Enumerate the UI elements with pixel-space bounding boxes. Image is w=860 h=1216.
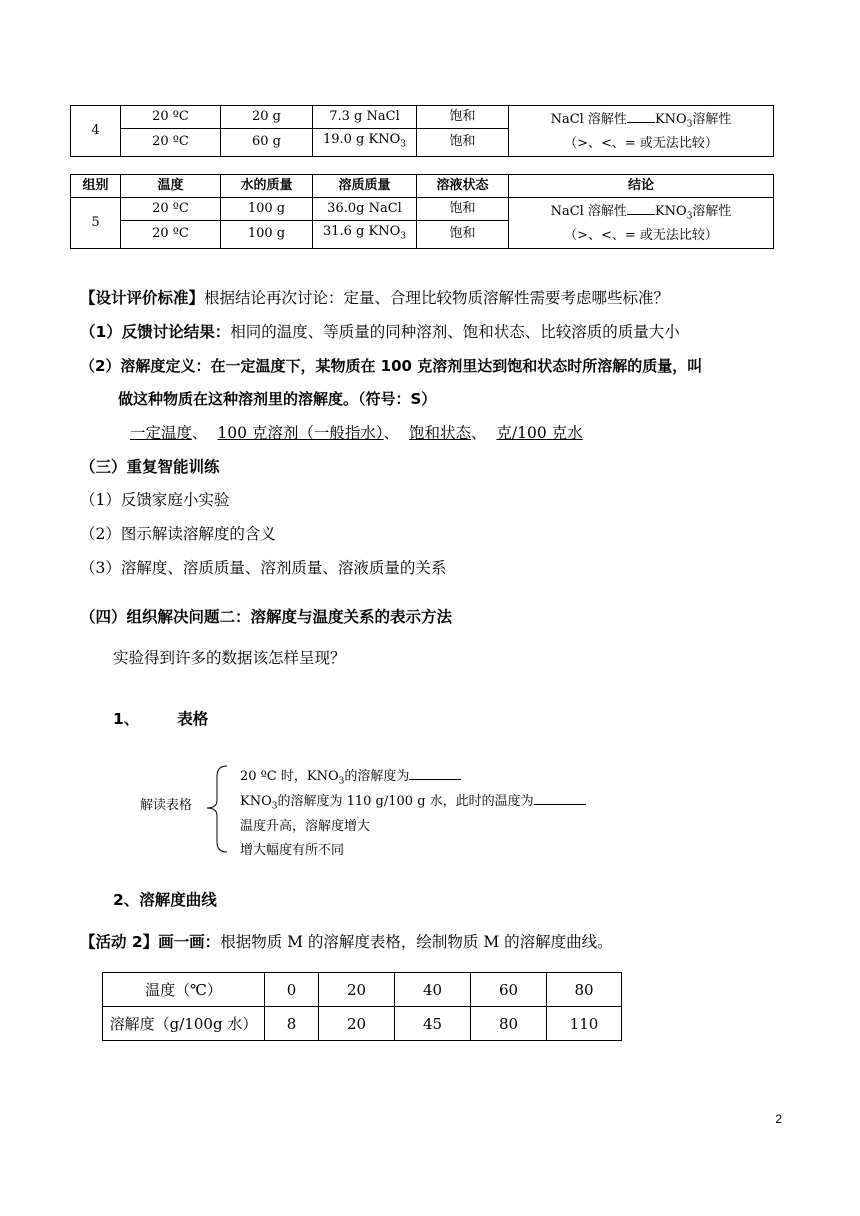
conclusion-cell: NaCl 溶解性 $KNO_3$溶解性 （>、<、= 或无法比较） — [509, 198, 774, 249]
section-3-item: （1）反馈家庭小实验 — [80, 491, 230, 509]
activity-2: 【活动 2】画一画：根据物质 M 的溶解度表格，绘制物质 M 的溶解度曲线。 — [80, 933, 613, 951]
header-solute: 溶质质量 — [313, 175, 417, 198]
brace-icon — [203, 764, 233, 854]
brace-line-1: 20 ºC 时，$KNO_3$的溶解度为 — [240, 765, 461, 787]
section-3-item: （3）溶解度、溶质质量、溶剂质量、溶液质量的关系 — [80, 559, 447, 577]
temp-cell: 20 ºC — [121, 129, 221, 157]
solute-cell: 36.0g NaCl — [313, 198, 417, 221]
state-cell: 饱和 — [417, 198, 509, 221]
definition-line-2: 做这种物质在这种溶剂里的溶解度。（符号：S） — [118, 390, 437, 408]
item-2-heading: 2、溶解度曲线 — [113, 891, 217, 909]
temp-value: 40 — [395, 973, 471, 1007]
water-cell: 100 g — [221, 221, 313, 249]
design-criteria: 【设计评价标准】根据结论再次讨论：定量、合理比较物质溶解性需要考虑哪些标准？ — [80, 289, 670, 307]
water-cell: 20 g — [221, 106, 313, 129]
header-state: 溶液状态 — [417, 175, 509, 198]
definition-line-1: （2）溶解度定义：在一定温度下，某物质在 100 克溶剂里达到饱和状态时所溶解的质量，叫 — [80, 357, 703, 375]
header-water: 水的质量 — [221, 175, 313, 198]
brace-line-4: 增大幅度有所不同 — [240, 843, 345, 858]
temp-value: 80 — [547, 973, 622, 1007]
answer-blank[interactable] — [409, 766, 461, 780]
brace-line-3: 温度升高，溶解度增大 — [240, 819, 371, 834]
answer-blank[interactable] — [534, 791, 586, 805]
answer-blank[interactable] — [627, 108, 655, 123]
brace-label: 解读表格 — [140, 798, 193, 813]
solute-cell: 7.3 g NaCl — [313, 106, 417, 129]
group-cell: 5 — [71, 198, 121, 249]
brace-line-2: $KNO_3$的溶解度为 110 g/100 g 水，此时的温度为 — [240, 790, 586, 812]
table-group-5 — [70, 174, 774, 249]
item-1-heading: 1、 表格 — [113, 710, 209, 728]
temp-cell: 20 ºC — [121, 221, 221, 249]
temp-value: 0 — [265, 973, 319, 1007]
page-number: 2 — [775, 1112, 782, 1126]
solubility-table — [102, 972, 622, 1041]
keyword: 饱和状态 — [409, 424, 472, 442]
solubility-value: 80 — [471, 1007, 547, 1041]
temp-value: 60 — [471, 973, 547, 1007]
water-cell: 60 g — [221, 129, 313, 157]
solute-cell: 31.6 g $KNO_3$ — [313, 221, 417, 249]
section-4-title: （四）组织解决问题二：溶解度与温度关系的表示方法 — [80, 608, 453, 626]
section-3-item: （2）图示解读溶解度的含义 — [80, 525, 276, 543]
section-4-question: 实验得到许多的数据该怎样呈现？ — [113, 649, 346, 667]
feedback-result: （1）反馈讨论结果：相同的温度、等质量的同种溶剂、饱和状态、比较溶质的质量大小 — [80, 323, 680, 341]
header-conclusion: 结论 — [509, 175, 774, 198]
table-group-4 — [70, 105, 774, 157]
solubility-value: 8 — [265, 1007, 319, 1041]
temp-cell: 20 ºC — [121, 106, 221, 129]
row-label-temp: 温度（℃） — [103, 973, 265, 1007]
keyword: 100 克溶剂（一般指水） — [217, 424, 384, 442]
state-cell: 饱和 — [417, 129, 509, 157]
solubility-value: 45 — [395, 1007, 471, 1041]
solute-cell: 19.0 g $KNO_3$ — [313, 129, 417, 157]
temp-value: 20 — [319, 973, 395, 1007]
row-label-solubility: 溶解度（g/100g 水） — [103, 1007, 265, 1041]
header-temp: 温度 — [121, 175, 221, 198]
section-3-title: （三）重复智能训练 — [80, 458, 220, 476]
conclusion-cell: NaCl 溶解性 $KNO_3$溶解性 （>、<、= 或无法比较） — [509, 106, 774, 157]
solubility-value: 110 — [547, 1007, 622, 1041]
answer-blank[interactable] — [627, 200, 655, 215]
keyword: 克/100 克水 — [496, 424, 583, 442]
keyword: 一定温度 — [130, 424, 193, 442]
group-cell: 4 — [71, 106, 121, 157]
water-cell: 100 g — [221, 198, 313, 221]
state-cell: 饱和 — [417, 106, 509, 129]
solubility-value: 20 — [319, 1007, 395, 1041]
state-cell: 饱和 — [417, 221, 509, 249]
temp-cell: 20 ºC — [121, 198, 221, 221]
header-group: 组别 — [71, 175, 121, 198]
keywords: 一定温度、 100 克溶剂（一般指水）、 饱和状态、 克/100 克水 — [130, 424, 583, 442]
